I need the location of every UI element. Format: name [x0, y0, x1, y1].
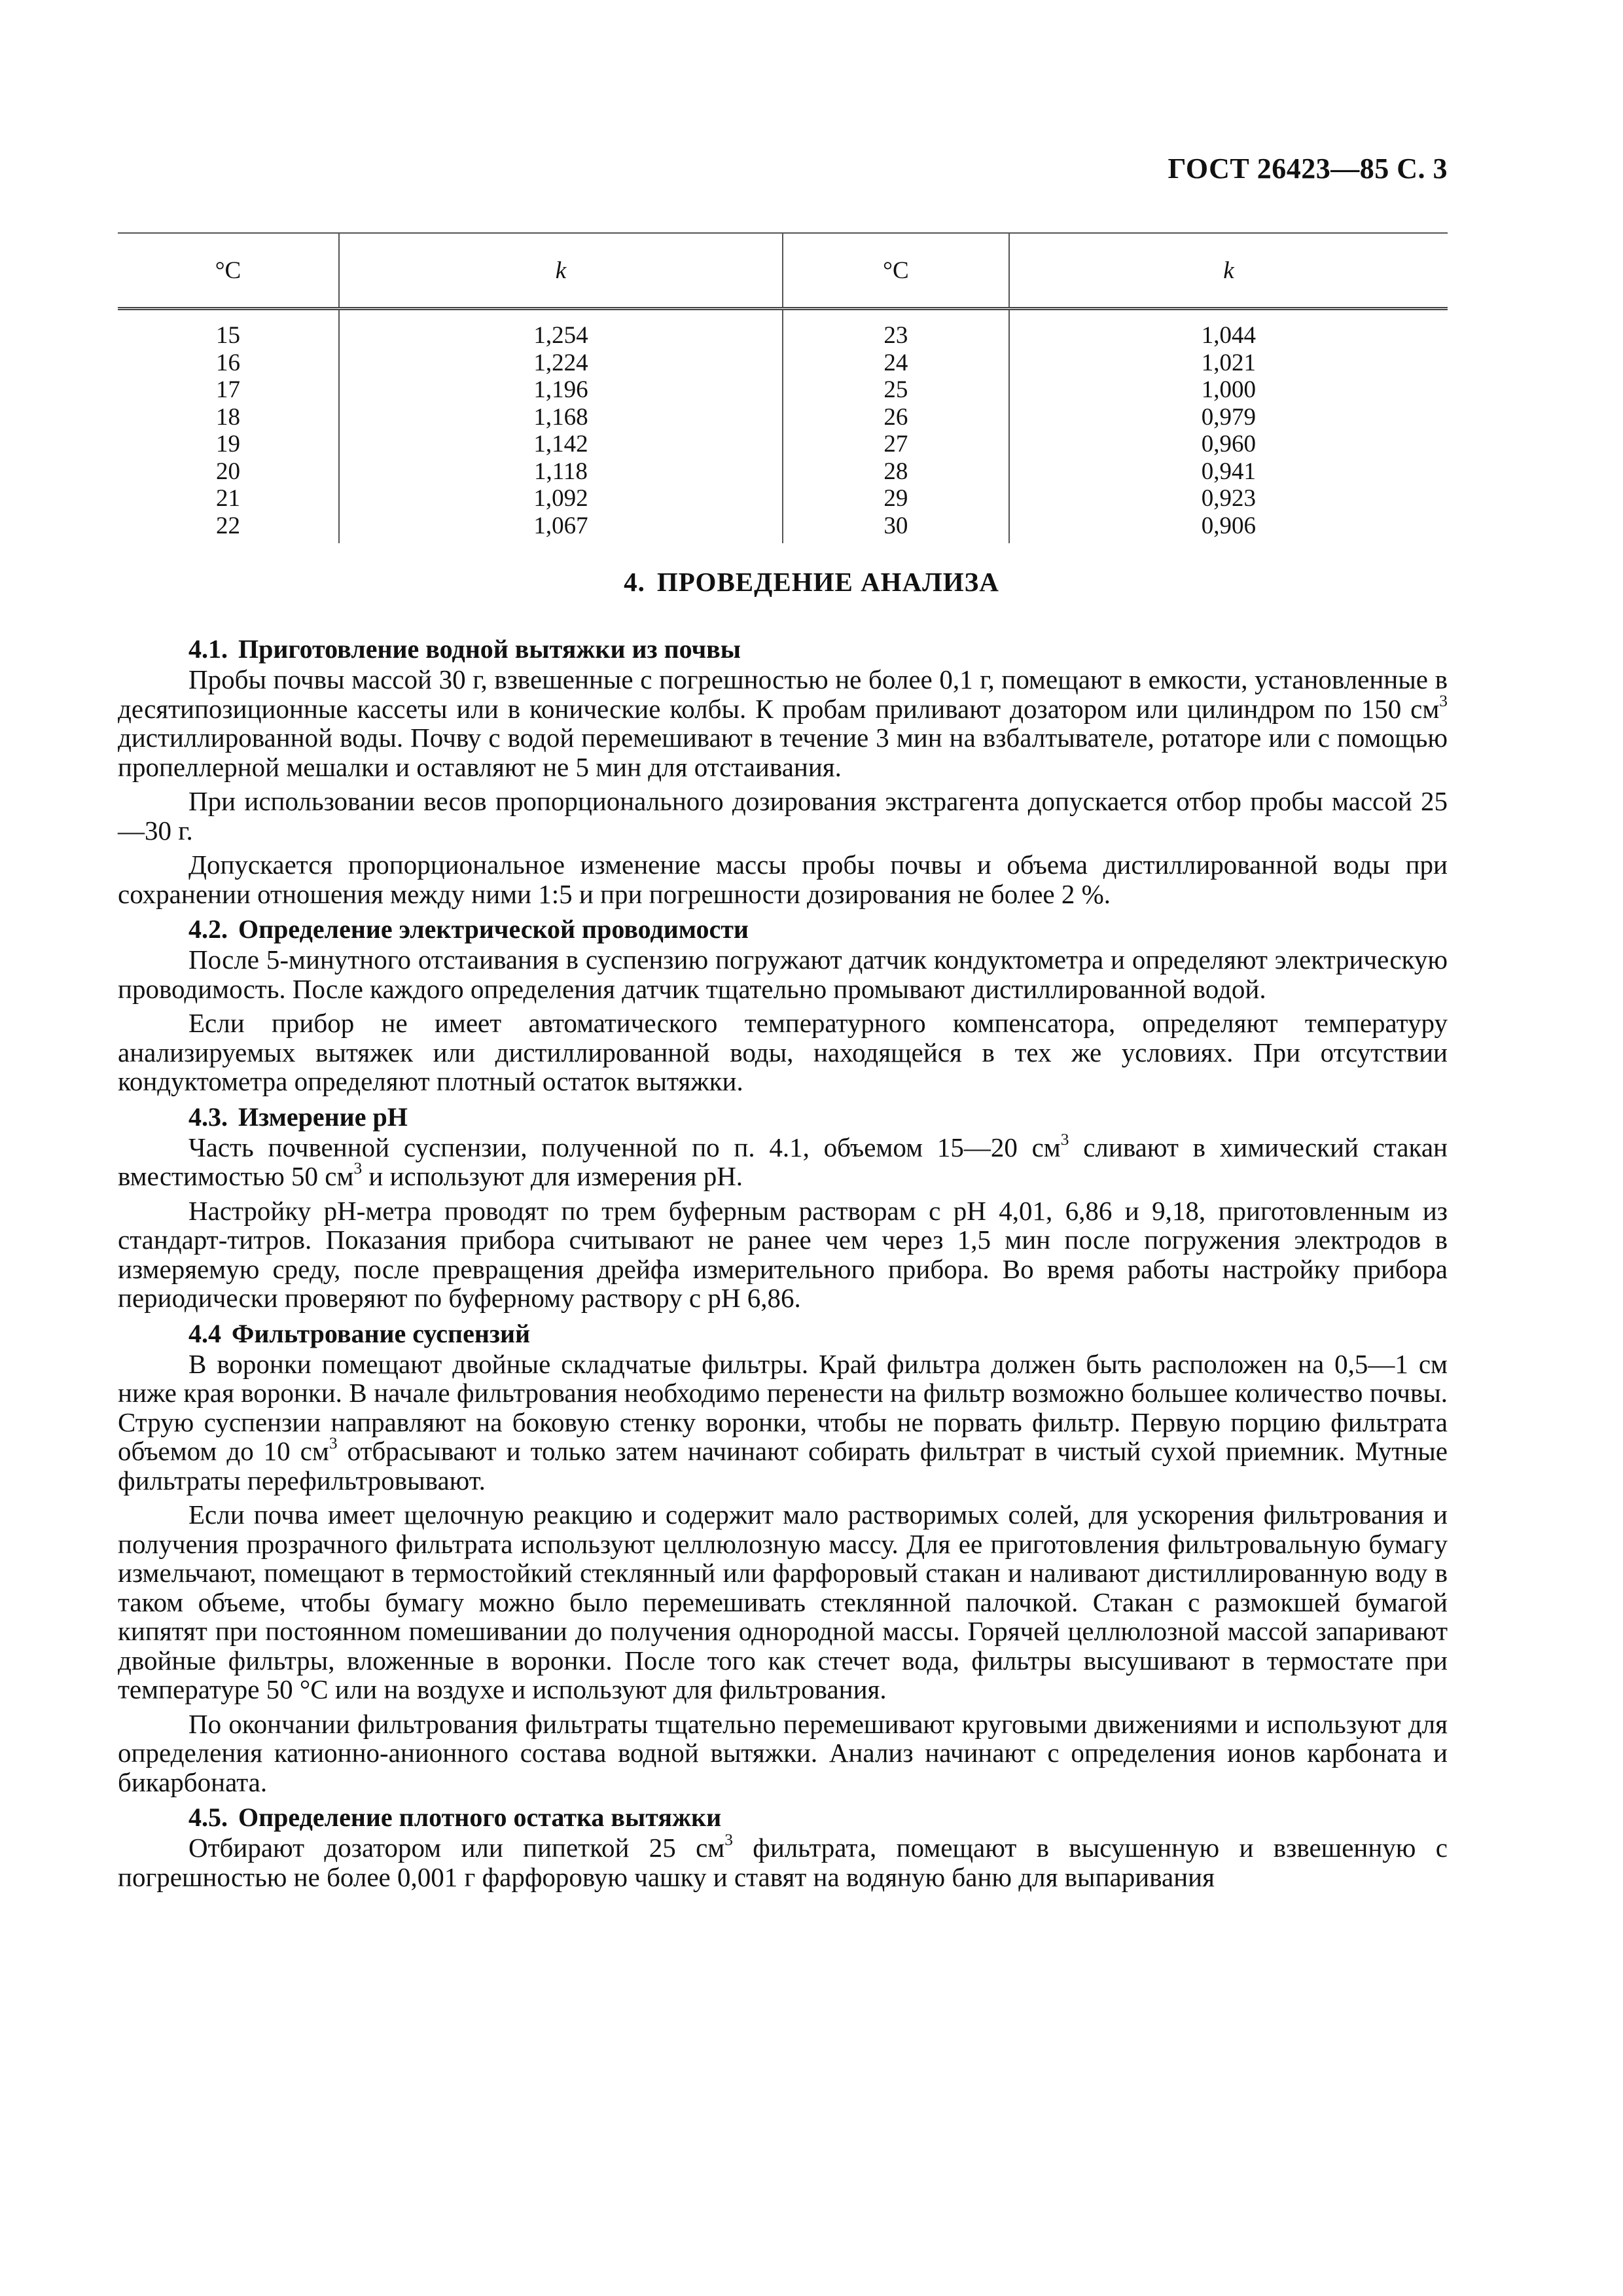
table-header-temp: °C	[118, 233, 339, 309]
paragraph: Если прибор не имеет автоматического температурного компенсатора, определяют температуру анализируемых вытяжек или дистиллированной воды, находящейся в тех же условиях. При отсутствии кондуктометра определяют плотный остаток вытяжки.	[118, 1008, 1448, 1096]
paragraph: Если почва имеет щелочную реакцию и содержит мало растворимых солей, для ускорения фильтрования и получения прозрачного фильтрата используют целлюлозную массу. Для ее приготовления фильтровальную бумагу измельчают, помещают в термостойкий стеклянный или фарфоровый стакан и наливают дистиллированную воду в таком объеме, чтобы бумагу можно было перемешивать стеклянной палочкой. Стакан с размокшей бумагой кипятят при постоянном помешивании до получения однородной массы. Горячей целлюлозной массой запаривают двойные фильтры, вложенные в воронки. После того как стечет вода, фильтры высушивают в термостате при температуре 50 °С или на воздухе и используют для фильтрования.	[118, 1499, 1448, 1704]
table-cell: 1,092	[339, 485, 783, 512]
table-cell: 15	[118, 309, 339, 350]
table-cell: 29	[783, 485, 1009, 512]
table-cell: 19	[118, 431, 339, 458]
table-cell: 1,254	[339, 309, 783, 350]
table-cell: 26	[783, 404, 1009, 431]
subsection-heading-4-4: 4.4 Фильтрование суспензий	[188, 1318, 531, 1348]
table-cell: 21	[118, 485, 339, 512]
table-cell: 17	[118, 376, 339, 404]
table-cell: 20	[118, 458, 339, 486]
table-cell: 1,142	[339, 431, 783, 458]
section-number: 4.	[624, 567, 645, 597]
paragraph: Допускается пропорциональное изменение массы пробы почвы и объема дистиллированной воды при сохранении отношения между ними 1:5 и при погрешности дозирования не более 2 %.	[118, 850, 1448, 909]
table-cell: 18	[118, 404, 339, 431]
table-cell: 1,196	[339, 376, 783, 404]
table-cell: 1,168	[339, 404, 783, 431]
subsection-heading-4-3: 4.3. Измерение pH	[188, 1102, 408, 1132]
table-cell: 0,960	[1201, 431, 1257, 457]
table-cell: 1,224	[339, 350, 783, 377]
table-header-row	[118, 233, 1448, 309]
table-cell: 22	[118, 512, 339, 544]
table-cell: 0,923	[1201, 485, 1257, 512]
table-cell: 16	[118, 350, 339, 377]
table-header-temp: °C	[783, 233, 1009, 309]
paragraph: По окончании фильтрования фильтраты тщательно перемешивают круговыми движениями и используют для определения катионно-анионного состава водной вытяжки. Анализ начинают с определения ионов карбоната и бикарбоната.	[118, 1708, 1448, 1797]
table-cell: 25	[783, 376, 1009, 404]
table-cell: 24	[783, 350, 1009, 377]
section-title	[0, 566, 1623, 598]
paragraph: Часть почвенной суспензии, полученной по п. 4.1, объемом 15—20 $см^3$ сливают в химический стакан вместимостью 50 $см^3$ и используют для измерения pH.	[118, 1130, 1448, 1191]
document-body	[118, 628, 1448, 1892]
table-cell: 30	[783, 512, 1009, 544]
paragraph: Пробы почвы массой 30 г, взвешенные с погрешностью не более 0,1 г, помещают в емкости, установленные в десятипозиционные кассеты или в конические колбы. К пробам приливают дозатором или цилиндром по 150 $см^3$ дистиллированной воды. Почву с водой перемешивают в течение 3 мин на взбалтывателе, ротаторе или с помощью пропеллерной мешалки и оставляют не 5 мин для отстаивания.	[118, 664, 1448, 782]
table-row	[118, 431, 1448, 458]
table-cell: 23	[783, 309, 1009, 350]
table-body	[118, 309, 1448, 544]
paragraph: При использовании весов пропорционального дозирования экстрагента допускается отбор пробы массой 25—30 г.	[118, 786, 1448, 846]
table-cell: 0,941	[1201, 457, 1257, 485]
table-row	[118, 458, 1448, 486]
table-row	[118, 485, 1448, 512]
table-row	[118, 309, 1448, 350]
table-cell: 1,000	[1201, 376, 1257, 403]
table-cell: 28	[783, 458, 1009, 486]
paragraph: После 5-минутного отстаивания в суспензию погружают датчик кондуктометра и определяют электрическую проводимость. После каждого определения датчик тщательно промывают дистиллированной водой.	[118, 944, 1448, 1004]
table-row	[118, 404, 1448, 431]
subsection-heading-4-2: 4.2. Определение электрической проводимости	[188, 914, 749, 944]
table-header-k: k	[339, 233, 783, 309]
table-row	[118, 376, 1448, 404]
page-header: ГОСТ 26423—85 С. 3	[1168, 152, 1448, 185]
table-row	[118, 350, 1448, 377]
paragraph: Отбирают дозатором или пипеткой 25 $см^3$ фильтрата, помещают в высушенную и взвешенную с погрешностью не более 0,001 г фарфоровую чашку и ставят на водяную баню для выпаривания	[118, 1831, 1448, 1892]
table-header-k: k	[1009, 233, 1448, 309]
table-cell: 1,118	[339, 458, 783, 486]
section-title-text: ПРОВЕДЕНИЕ АНАЛИЗА	[656, 567, 999, 597]
subsection-heading-4-1: 4.1. Приготовление водной вытяжки из почвы	[188, 634, 741, 664]
paragraph: Настройку pH-метра проводят по трем буферным растворам с pH 4,01, 6,86 и 9,18, приготовленным из стандарт-титров. Показания прибора считывают не ранее чем через 1,5 мин после погружения электродов в измеряемую среду, после превращения дрейфа измерительного прибора. Во время работы настройку прибора периодически проверяют по буферному раствору с pH 6,86.	[118, 1195, 1448, 1313]
table-cell: 1,067	[339, 512, 783, 544]
temperature-coefficient-table	[118, 232, 1448, 543]
subsection-heading-4-5: 4.5. Определение плотного остатка вытяжки	[188, 1803, 722, 1832]
table-cell: 1,021	[1201, 349, 1257, 376]
table-cell: 27	[783, 431, 1009, 458]
table-row	[118, 512, 1448, 544]
paragraph: В воронки помещают двойные складчатые фильтры. Край фильтра должен быть расположен на 0,5—1 см ниже края воронки. В начале фильтрования необходимо перенести на фильтр возможно большее количество почвы. Струю суспензии направляют на боковую стенку воронки, чтобы не порвать фильтр. Первую порцию фильтрата объемом до 10 $см^3$ отбрасывают и только затем начинают собирать фильтрат в чистый сухой приемник. Мутные фильтраты перефильтровывают.	[118, 1348, 1448, 1496]
table-cell: 0,906	[1201, 512, 1257, 539]
table-cell: 1,044	[1201, 322, 1257, 349]
table-cell: 0,979	[1201, 403, 1257, 431]
